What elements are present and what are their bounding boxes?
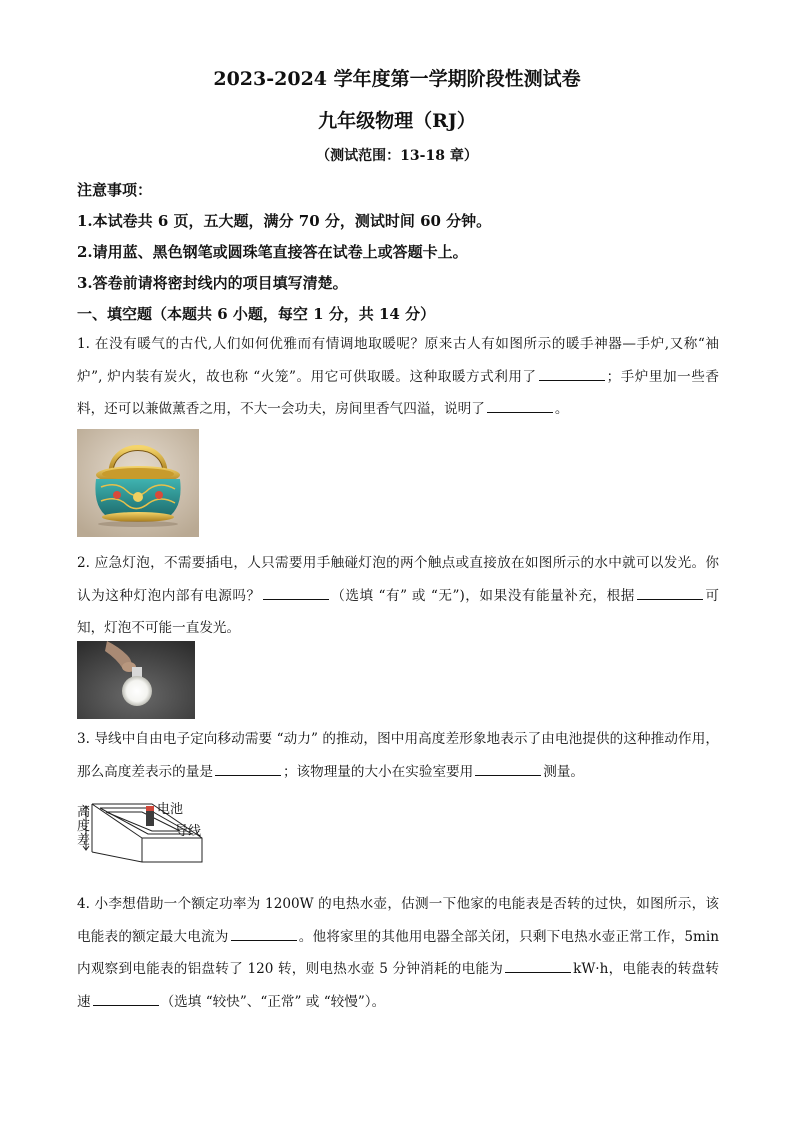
q4-text-a: 4. 小李想借助一个额定功率为 1200W 的电热水壶，估测一下他家的电能表是否转的过快，如图所示，该电能表的额定最大电流为 <box>77 896 719 945</box>
q4-text-b: 。他将家里的其他用电器全部关闭，只剩下电热水壶正常工作，5min 内观察到电能表的铝盘转了 120 转，则电热水壶 5 分钟消耗的电能为 <box>77 928 720 977</box>
note-item-1: 1.本试卷共 6 页，五大题，满分 70 分，测试时间 60 分钟。 <box>77 212 492 230</box>
question-1 <box>77 328 719 426</box>
answer-blank[interactable] <box>215 761 281 776</box>
answer-blank[interactable] <box>487 398 553 413</box>
q2-text-c: 可知，灯泡不可能一直发光。 <box>77 587 720 636</box>
q1-text-b: ；手炉里加一些香料，还可以兼做薰香之用，不大一会功夫，房间里香气四溢，说明了 <box>77 368 720 417</box>
answer-blank[interactable] <box>475 761 541 776</box>
answer-blank[interactable] <box>505 958 571 973</box>
emergency-bulb-image <box>77 641 195 719</box>
section-heading: 一、填空题（本题共 6 小题，每空 1 分，共 14 分） <box>77 305 436 323</box>
answer-blank[interactable] <box>263 585 329 600</box>
question-2 <box>77 547 719 645</box>
q2-text-b: （选填 “有” 或 “无”)，如果没有能量补充，根据 <box>330 587 635 604</box>
height-difference-label: 高度差 <box>77 805 91 848</box>
question-3 <box>77 723 719 788</box>
notes-heading: 注意事项： <box>77 181 153 199</box>
exam-subject: 九年级物理（RJ） <box>318 110 476 132</box>
q1-text-c: 。 <box>554 401 569 417</box>
q3-text-b: ；该物理量的大小在实验室要用 <box>282 763 474 780</box>
q3-text-c: 测量。 <box>543 763 585 780</box>
answer-blank[interactable] <box>231 926 297 941</box>
exam-title: 2023-2024 学年度第一学期阶段性测试卷 <box>213 68 581 90</box>
answer-blank[interactable] <box>637 585 703 600</box>
q4-text-d: （选填 “较快”、“正常” 或 “较慢”）。 <box>160 993 386 1010</box>
answer-blank[interactable] <box>539 366 605 381</box>
q4-text-c: kW·h，电能表的转盘转速 <box>77 961 719 1010</box>
question-4 <box>77 888 719 1018</box>
q1-text-a: 1. 在没有暖气的古代,人们如何优雅而有情调地取暖呢？原来古人有如图所示的暖手神器—手炉,又称“袖炉”, 炉内装有炭火，故也称 “火笼”。用它可供取暖。这种取暖方式利用了 <box>77 336 719 385</box>
exam-scope: （测试范围：13-18 章） <box>316 148 478 164</box>
battery-label: 电池 <box>157 802 184 817</box>
wire-label: 导线 <box>175 824 202 839</box>
q2-text-a: 2. 应急灯泡，不需要插电，人只需要用手触碰灯泡的两个触点或直接放在如图所示的水中就可以发光。你认为这种灯泡内部有电源吗？ <box>77 555 719 604</box>
answer-blank[interactable] <box>93 991 159 1006</box>
note-item-2: 2.请用蓝、黑色钢笔或圆珠笔直接答在试卷上或答题卡上。 <box>77 243 468 261</box>
hand-warmer-image <box>77 429 199 537</box>
note-item-3: 3.答卷前请将密封线内的项目填写清楚。 <box>77 274 348 292</box>
q3-text-a: 3. 导线中自由电子定向移动需要 “动力” 的推动，图中用高度差形象地表示了由电池提供的这种推动作用，那么高度差表示的量是 <box>77 731 719 780</box>
